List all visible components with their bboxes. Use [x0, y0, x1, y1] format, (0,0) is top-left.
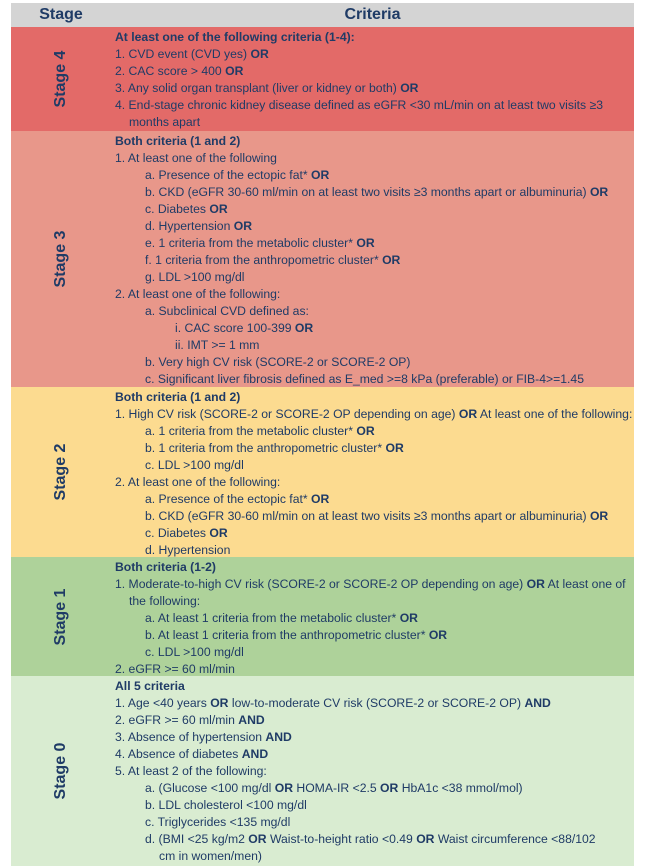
criteria-text: e. 1 criteria from the metabolic cluster* — [145, 236, 357, 250]
criteria-line — [115, 763, 267, 779]
criteria-line — [145, 814, 290, 830]
criteria-text: 4. End-stage chronic kidney disease defined as eGFR <30 mL/min on at least two visits ≥3 — [115, 98, 604, 112]
criteria-line — [115, 695, 551, 711]
bold-keyword: OR — [225, 64, 244, 78]
criteria-text: b. At least 1 criteria from the anthropometric cluster* — [145, 628, 429, 642]
criteria-column-header: Criteria — [344, 6, 401, 23]
bold-keyword: OR — [310, 492, 330, 506]
criteria-text: Waist circumference <88/102 — [434, 832, 596, 846]
criteria-line — [115, 661, 235, 677]
criteria-line — [145, 457, 244, 473]
criteria-text: At least one of the following: — [477, 407, 633, 421]
stage-label: Stage 2 — [52, 443, 69, 501]
bold-keyword: OR — [210, 696, 229, 710]
stage-3-row — [11, 131, 634, 387]
stage-label: Stage 3 — [52, 230, 69, 288]
criteria-line — [129, 114, 200, 130]
bold-keyword: OR — [209, 526, 228, 540]
criteria-line — [115, 150, 277, 166]
bold-keyword: OR — [356, 424, 375, 438]
criteria-cell — [111, 676, 634, 866]
criteria-line — [115, 576, 626, 592]
bold-keyword: OR — [382, 253, 401, 267]
criteria-text: i. CAC score 100-399 — [175, 321, 295, 335]
stage-label: Stage 4 — [52, 50, 69, 108]
bold-keyword: OR — [400, 81, 419, 95]
criteria-line — [115, 80, 418, 96]
criteria-text: 5. At least 2 of the following: — [115, 764, 267, 778]
bold-keyword: OR — [428, 628, 448, 642]
bold-keyword: Both criteria (1 and 2) — [115, 390, 241, 404]
criteria-text: b. CKD (eGFR 30-60 ml/min on at least two visits ≥3 months apart or albuminuria) — [145, 185, 590, 199]
criteria-text: a. (Glucose <100 mg/dl — [145, 781, 275, 795]
criteria-text: b. LDL cholesterol <100 mg/dl — [145, 798, 307, 812]
criteria-text: c. Triglycerides <135 mg/dl — [145, 815, 291, 829]
criteria-line — [115, 712, 265, 728]
criteria-line — [145, 644, 244, 660]
criteria-line — [115, 474, 280, 490]
stage-cell — [11, 557, 111, 676]
stage-2-row — [11, 387, 634, 557]
criteria-text: low-to-moderate CV risk (SCORE-2 or SCORE-2 OP) — [228, 696, 525, 710]
criteria-text: d. Hypertension — [145, 219, 234, 233]
bold-keyword: All 5 criteria — [115, 679, 185, 693]
bold-keyword: AND — [238, 713, 265, 727]
bold-keyword: OR — [589, 509, 609, 523]
table-header — [11, 3, 634, 27]
criteria-line — [145, 167, 329, 183]
criteria-text: b. Very high CV risk (SCORE-2 or SCORE-2 OP) — [145, 355, 411, 369]
criteria-text: d. Hypertension — [145, 543, 231, 557]
bold-keyword: OR — [385, 441, 404, 455]
criteria-text: c. Diabetes — [145, 202, 210, 216]
criteria-text: a. At least 1 criteria from the metabolic cluster* — [145, 611, 400, 625]
criteria-line — [145, 218, 252, 234]
stage-label: Stage 0 — [52, 742, 69, 800]
criteria-cell — [111, 557, 634, 676]
criteria-line — [145, 831, 596, 847]
criteria-text: a. Presence of the ectopic fat* — [145, 492, 311, 506]
criteria-line — [145, 525, 228, 541]
criteria-line — [145, 252, 400, 268]
criteria-text: 1. High CV risk (SCORE-2 or SCORE-2 OP depending on age) — [115, 407, 459, 421]
criteria-line — [145, 235, 375, 251]
criteria-text: f. 1 criteria from the anthropometric cluster* — [145, 253, 383, 267]
criteria-line — [129, 593, 200, 609]
criteria-line — [145, 610, 418, 626]
criteria-line — [115, 63, 243, 79]
criteria-text: b. 1 criteria from the anthropometric cluster* — [145, 441, 386, 455]
criteria-text: HOMA-IR <2.5 — [293, 781, 381, 795]
criteria-line — [115, 729, 292, 745]
criteria-cell — [111, 131, 634, 387]
criteria-text: 2. eGFR >= 60 ml/min — [115, 713, 239, 727]
criteria-heading — [115, 678, 185, 694]
bold-keyword: OR — [248, 832, 267, 846]
criteria-line — [145, 423, 375, 439]
stage-cell — [11, 387, 111, 557]
criteria-line — [145, 508, 608, 524]
criteria-text: 1. At least one of the following — [115, 151, 277, 165]
bold-keyword: OR — [380, 781, 399, 795]
criteria-text: 1. CVD event (CVD yes) — [115, 47, 251, 61]
stage-cell — [11, 676, 111, 866]
criteria-text: 2. CAC score > 400 — [115, 64, 226, 78]
criteria-text: c. LDL >100 mg/dl — [145, 645, 244, 659]
stage-4-row — [11, 27, 634, 131]
criteria-text: 1. Age <40 years — [115, 696, 211, 710]
criteria-text: Waist-to-height ratio <0.49 — [266, 832, 417, 846]
criteria-text: 3. Absence of hypertension — [115, 730, 266, 744]
bold-keyword: OR — [399, 611, 418, 625]
criteria-text: 4. Absence of diabetes — [115, 747, 242, 761]
bold-keyword: OR — [274, 781, 294, 795]
criteria-line — [145, 542, 230, 558]
bold-keyword: OR — [416, 832, 435, 846]
criteria-text: c. LDL >100 mg/dl — [145, 458, 244, 472]
criteria-line — [145, 371, 584, 387]
criteria-text: 2. At least one of the following: — [115, 287, 281, 301]
criteria-line — [175, 337, 259, 353]
stage-0-row — [11, 676, 634, 866]
criteria-text: 3. Any solid organ transplant (liver or kidney or both) — [115, 81, 401, 95]
bold-keyword: Both criteria (1-2) — [115, 560, 216, 574]
criteria-line — [115, 286, 280, 302]
bold-keyword: OR — [233, 219, 253, 233]
criteria-line — [175, 320, 313, 336]
criteria-cell — [111, 387, 634, 557]
criteria-line — [115, 406, 632, 422]
criteria-text: a. Subclinical CVD defined as: — [145, 304, 309, 318]
criteria-line — [145, 780, 523, 796]
criteria-line — [115, 97, 603, 113]
criteria-text: ii. IMT >= 1 mm — [175, 338, 260, 352]
bold-keyword: At least one of the following criteria (1-4): — [115, 30, 355, 44]
bold-keyword: OR — [310, 168, 330, 182]
criteria-text: b. CKD (eGFR 30-60 ml/min on at least two visits ≥3 months apart or albuminuria) — [145, 509, 590, 523]
bold-keyword: AND — [524, 696, 551, 710]
bold-keyword: AND — [265, 730, 292, 744]
bold-keyword: OR — [589, 185, 609, 199]
stage-column-header: Stage — [39, 6, 83, 23]
criteria-line — [145, 627, 447, 643]
criteria-text: g. LDL >100 mg/dl — [145, 270, 245, 284]
stage-cell — [11, 27, 111, 131]
stage-label: Stage 1 — [52, 588, 69, 645]
criteria-line — [145, 269, 244, 285]
stage-1-row — [11, 557, 634, 676]
bold-keyword: OR — [526, 577, 545, 591]
bold-keyword: OR — [294, 321, 314, 335]
criteria-text: cm in women/men) — [159, 849, 262, 863]
criteria-line — [145, 201, 228, 217]
criteria-text: c. Diabetes — [145, 526, 210, 540]
criteria-text: months apart — [129, 115, 201, 129]
criteria-text: c. Significant liver fibrosis defined as E_med >=8 kPa (preferable) or FIB-4>=1.45 — [145, 372, 584, 386]
criteria-line — [145, 303, 309, 319]
bold-keyword: OR — [356, 236, 375, 250]
criteria-line — [145, 184, 608, 200]
criteria-line — [159, 848, 262, 864]
criteria-text: HbA1c <38 mmol/mol) — [398, 781, 523, 795]
criteria-text: a. 1 criteria from the metabolic cluster* — [145, 424, 357, 438]
criteria-text: 2. eGFR >= 60 ml/min — [115, 662, 235, 676]
criteria-text: At least one of — [544, 577, 626, 591]
criteria-heading — [115, 389, 240, 405]
bold-keyword: OR — [458, 407, 478, 421]
criteria-cell — [111, 27, 634, 131]
criteria-line — [145, 797, 307, 813]
criteria-text: 1. Moderate-to-high CV risk (SCORE-2 or SCORE-2 OP depending on age) — [115, 577, 527, 591]
criteria-text: d. (BMI <25 kg/m2 — [145, 832, 249, 846]
bold-keyword: Both criteria (1 and 2) — [115, 134, 241, 148]
criteria-line — [145, 440, 404, 456]
criteria-line — [115, 746, 268, 762]
criteria-text: the following: — [129, 594, 201, 608]
criteria-text: a. Presence of the ectopic fat* — [145, 168, 311, 182]
criteria-heading — [115, 559, 216, 575]
criteria-heading — [115, 29, 355, 45]
criteria-text: 2. At least one of the following: — [115, 475, 281, 489]
bold-keyword: OR — [250, 47, 269, 61]
criteria-line — [145, 354, 410, 370]
bold-keyword: OR — [209, 202, 228, 216]
criteria-line — [115, 46, 269, 62]
stage-cell — [11, 131, 111, 387]
criteria-line — [145, 491, 329, 507]
bold-keyword: AND — [241, 747, 269, 761]
criteria-heading — [115, 133, 240, 149]
